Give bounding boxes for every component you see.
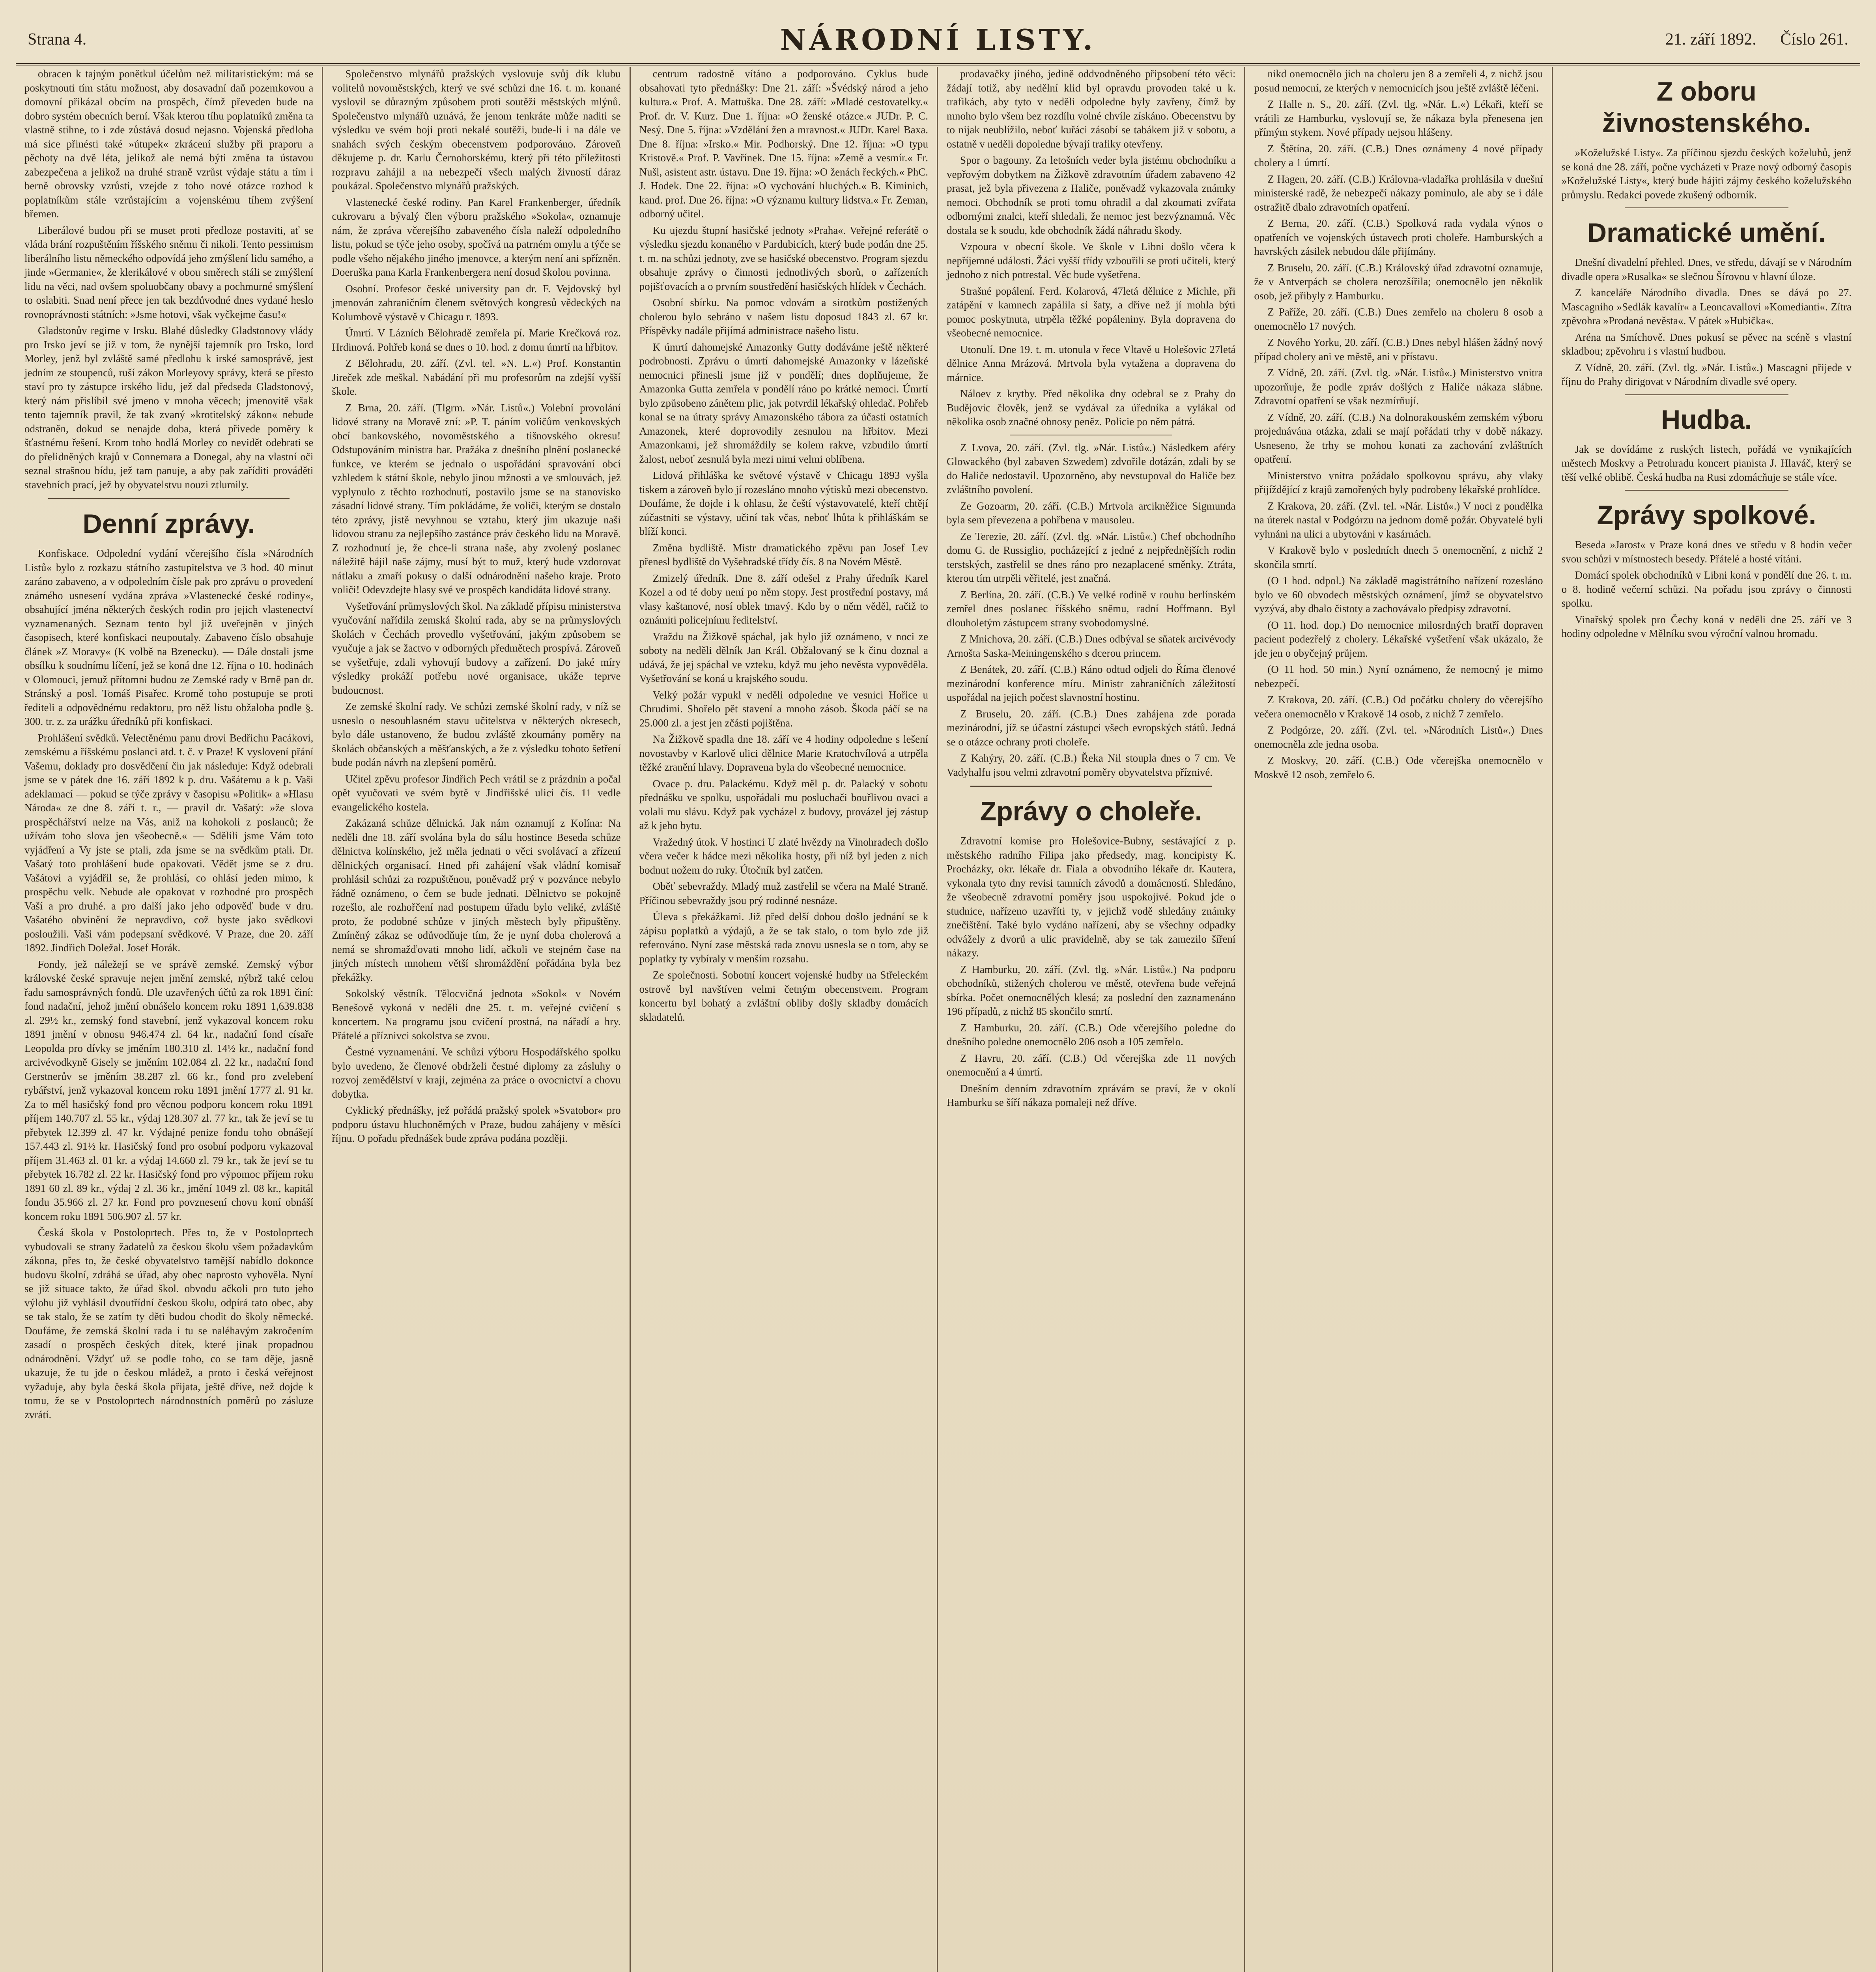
article-paragraph: Osobní sbírku. Na pomoc vdovám a sirotkům postižených cholerou bylo sebráno v našem listu doposud 1843 zl. 67 kr. Příspěvky nadále přijímá administrace našeho listu.: [639, 297, 928, 336]
article-paragraph: »Koželužské Listy«. Za příčinou sjezdu českých koželuhů, jenž se koná dne 28. září, počne vycházeti v Praze nový odborný časopis »Koželužské Listy«, který bude hájiti zájmy českého koželužského průmyslu. Redakci povede zkušený odborník.: [1561, 147, 1852, 201]
article-paragraph: Společenstvo mlynářů pražských vyslovuje svůj dík klubu volitelů novoměstských, který ve své schůzi dne 16. t. m. konané vyslovil se důrazným způsobem proti soutěži městských mlýnů. Společenstvo mlynářů uznává, že jenom tenkráte může naditi se výsledku ve svém boji proti nekalé soutěži, bude-li i na dále ve snahách svých českým obecenstvem podporováno. Zároveň děkujeme p. dr. Karlu Černohorskému, který při této příležitosti rozpravu zahájil a na nebezpečí všech malých živností dáraz poukázal. Společenstvo mlynářů pražských.: [332, 68, 621, 192]
telegram-paragraph: Z Štětína, 20. září. (C.B.) Dnes oznámeny 4 nové případy cholery a 1 úmrtí.: [1254, 142, 1543, 168]
telegram-paragraph: Z Bruselu, 20. září. (C.B.) Dnes zahájena zde porada mezinárodní, jíž se účastní zástupci všech evropských států. Jedná se o otázce ochrany proti choleře.: [946, 708, 1236, 748]
article-paragraph: Spor o bagouny. Za letošních veder byla jistému obchodníku a vepřovým dobytkem na Žižkově zdravotním úřadem zabaveno 42 prasat, jež byla přivezena z Haliče, poněvadž vykazovala známky nemoci. Obchodník se proti tomu ohradil a dal zkoumati zvířata odbornými znalci, kteří shledali, že nemoc jest bezvýznamná. Věc dostala se k soudu, kde obchodník žádá náhradu škody.: [946, 154, 1236, 236]
section-title-denni-zpravy: Denní zprávy.: [82, 509, 255, 539]
article-paragraph: Vzpoura v obecní škole. Ve škole v Libni došlo včera k nepříjemné události. Žáci vyšší třídy vzbouřili se proti učiteli, který jednoho z nich potrestal. Věc bude vyšetřena.: [946, 241, 1236, 280]
article-paragraph: Čestné vyznamenání. Ve schůzi výboru Hospodářského spolku bylo uvedeno, že členové obdrželi čestné diplomy za zásluhy o rozvoj zemědělství v kraji, zejména za práce o ovocnictví a chovu dobytka.: [332, 1046, 621, 1100]
telegram-paragraph: Z Podgórze, 20. září. (Zvl. tel. »Národních Listů«.) Dnes onemocněla zde jedna osoba.: [1254, 724, 1543, 750]
article-paragraph: Cyklický přednášky, jež pořádá pražský spolek »Svatobor« pro podporu ústavu hluchoněmých v Praze, budou zahájeny v měsíci říjnu. O pořadu přednášek bude zpráva podána později.: [332, 1104, 621, 1144]
article-paragraph: Fondy, jež náležejí se ve správě zemské. Zemský výbor královské české spravuje nejen jmění zemské, nýbrž také celou řadu samosprávných fondů. Dle uzavřených účtů za rok 1891 činí: fond nadační, jehož jmění obnášelo koncem roku 1891 1,639.838 zl. 29½ kr., zemský fond stavební, jenž vykazoval koncem roku 1891 jmění v obnosu 946.474 zl. 64 kr., nadační fond císaře Leopolda pro dívky se jměním 180.310 zl. 14½ kr., nadační fond arcivévodkyně Gisely se jměním 102.084 zl. 22 kr., nadační fond Gerstnerův se jměním 38.287 zl. 66 kr., fond pro zvelebení rybářství, jenž vykazoval koncem roku 1891 jmění 1777 zl. 91 kr. Za to měl hasičský fond pro věcnou podporu koncem roku 1891 příjem 140.707 zl. 55 kr., výdaj 128.307 zl. 77 kr., tak že jeví se tu přebytek 12.399 zl. 47 kr. Výdajné penize fondu toho obnášejí 157.443 zl. 91½ kr. Hasičský fond pro osobní podporu vykazoval příjem 31.463 zl. 01 kr. a výdaj 14.660 zl. 79 kr., tak že jeví se tu přebytek 16.782 zl. 22 kr. Hasičský fond pro výpomoc příjem roku 1891 60 zl. 89 kr., výdaj 2 zl. 36 kr., jmění 1049 zl. 08 kr., kapitál fondu 35.966 zl. 27 kr. Fond pro povznesení chovu koní obnáší koncem roku 1891 506.907 zl. 57 kr.: [24, 958, 314, 1222]
article-paragraph: Zakázaná schůze dělnická. Jak nám oznamují z Kolína: Na neděli dne 18. září svolána byla do sálu hostince Beseda schůze dělnictva kolínského, jež měla jednati o věci svolávací a zřízení dělnických organisací. Hned při zahájení však vládní komisař prohlásil schůzi za rozpuštěnou, poněvadž prý v pozvánce nebylo řádně oznámeno, o čem se bude jednati. Dělnictvo se pokojně rozešlo, ale rozhořčení nad postupem úřadu bylo veliké, zvláště proto, že podobné schůze v jiných městech byly připuštěny. Zmíněný zákaz se odůvodňuje tím, že je nyní doba cholerová a nemá se shromažďovati mnoho lidí, ačkoli ve stejném čase na jiných místech mnohem větší shromáždění pořádána byla bez překážky.: [332, 817, 621, 983]
article-paragraph: Změna bydliště. Mistr dramatického zpěvu pan Josef Lev přenesl bydliště do Vyšehradské třídy čís. 8 na Novém Městě.: [639, 542, 928, 568]
article-paragraph: Velký požár vypukl v neděli odpoledne ve vesnici Hořice u Chrudimi. Shořelo pět stavení a mnoho zásob. Škoda páčí se na 25.000 zl. a jest jen zčásti pojištěna.: [639, 689, 928, 729]
article-paragraph: Lidová přihláška ke světové výstavě v Chicagu 1893 vyšla tiskem a zároveň bylo jí rozesláno mnoho výtisků mezi obecenstvo. Doufáme, že dojde i k ohlasu, že čeští výstavovatelé, kteří chtějí zúčastniti se výstavy, učiní tak včas, neboť lhůta k přihláškám se blíží konci.: [639, 469, 928, 537]
divider: [1625, 207, 1788, 208]
article-paragraph: Vyšetřování průmyslových škol. Na základě přípisu ministerstva vyučování nařídila zemská školní rada, aby se na průmyslových školách v Čechách provedlo vyšetřování, jakým způsobem se vyučuje a jak se žactvo v odborných předmětech prospívá. Zároveň se vyšetřuje, zdali vyhovují budovy a zařízení. Do jaké míry výsledky prokáží potřebu nové organisace, ukáže teprve budoucnost.: [332, 600, 621, 696]
article-paragraph: Na Žižkově spadla dne 18. září ve 4 hodiny odpoledne s lešení novostavby v Karlově ulici dělnice Marie Kratochvílová a utrpěla těžké zranění hlavy. Dopravena byla do všeobecné nemocnice.: [639, 733, 928, 773]
telegram-paragraph: Z Kahýry, 20. září. (C.B.) Řeka Nil stoupla dnes o 7 cm. Ve Vadyhalfu jsou velmi zdravotní poměry obyvatelstva příznivé.: [946, 752, 1236, 778]
section-title-zivnostenske: Z oboru živnostenského.: [1602, 77, 1811, 138]
article-paragraph: Ze zemské školní rady. Ve schůzi zemské školní rady, v níž se usneslo o nesouhlasném stavu učitelstva v některých okresech, bylo dále ustanoveno, že budou zvláště zkoumány poměry na školách občanských a měšťanských, a že z výsledku tohoto šetření bude podán návrh na zlepšení poměrů.: [332, 700, 621, 768]
article-paragraph: Ze společnosti. Sobotní koncert vojenské hudby na Střeleckém ostrově byl navštíven velmi četným obecenstvem. Program koncertu byl bohatý a zvláštní obliby došly skladby domácích skladatelů.: [639, 969, 928, 1023]
article-paragraph: Úmrtí. V Lázních Bělohradě zemřela pí. Marie Krečková roz. Hrdinová. Pohřeb koná se dnes o 10. hod. z domu úmrtí na hřbitov.: [332, 327, 621, 353]
article-paragraph: Zmizelý úředník. Dne 8. září odešel z Prahy úředník Karel Kozel a od té doby není po něm stopy. Jest prostřední postavy, má vlasy kaštanové, nosí oblek tmavý. Kdo by o něm věděl, račiž to oznámiti policejnímu ředitelství.: [639, 572, 928, 626]
telegram-paragraph: Z Vídně, 20. září. (Zvl. tlg. »Nár. Listů«.) Ministerstvo vnitra upozorňuje, že podle zpráv došlých z Haliče nákaza slábne. Zdravotní opatření se však nezmírňují.: [1254, 367, 1543, 407]
article-paragraph: Dnešním denním zdravotním zprávám se praví, že v okolí Hamburku se šíří nákaza pomaleji než dříve.: [946, 1082, 1236, 1108]
section-title-spolkove: Zprávy spolkové.: [1597, 500, 1816, 530]
article-paragraph: Prohlášení svědků. Velectěnému panu drovi Bedřichu Pacákovi, zemskému a říšskému poslanci atd. t. č. v Praze! K vyslovení přání Vašemu, doklady pro dosvědčení čin jak následuje: Když odebrali jsme se v pátek dne 16. září 1892 k p. dru. Vašátemu a k p. Vaši adeklamací — pokud se týče zprávy v časopisu »Politik« a »Hlasu Národa« ze dne 8. září t. r., — pravil dr. Vašatý: »že slova prospěchářství nelze na Vás, aniž na kohokoli z poslanců; že užívám toho slova jen všeobecně.« — Sdělili jsme Vám toto vyjádření a Vy jste se ptali, zda jsme se na svědkům ptali. Dr. Vašatý toto prohlášení bude opakovati. Vědět jsme se z dru. Vašátovi a vyjádřil se, že prohlásí, co ohlásí jeden mimo, k prospěchu velk. Nebude ale opakovat v rozhodné pro prospěch Vaší a pro druhé. a pro další jako jeho odpověď bude v dru. Vašatého obvinění že nepravdivo, což byste jako svědkovi posloužili. Vaši vám podepsaní svědkové. V Praze, dne 20. září 1892. Jindřich Doležal. Josef Horák.: [24, 732, 314, 954]
issue-date: 21. září 1892.: [1665, 30, 1756, 49]
article-paragraph: K úmrtí dahomejské Amazonky Gutty dodáváme ještě některé podrobnosti. Zprávu o úmrtí dahomejské Amazonky v lázeňské nemocnici přinesli jsme již v pondělí; dnes doplňujeme, že Amazonka Gutta zemřela v pondělí ráno po krátké nemoci. Úmrtí bylo způsobeno zánětem plic, jak potvrdil lékařský ohledač. Pohřeb konal se na útraty správy Amazonského tábora za účasti ostatních Amazonek, které doprovodily zesnulou na hřbitov. Mezi Amazonkami, jež shromáždily se kolem rakve, vzbudilo úmrtí žalost, neboť zesnulá byla mezi nimi velmi oblíbena.: [639, 341, 928, 465]
section-title-dramaticke: Dramatické umění.: [1587, 218, 1826, 248]
column-5: [1245, 67, 1553, 1972]
article-paragraph: Strašné popálení. Ferd. Kolarová, 47letá dělnice z Michle, při zatápění v kamnech zapálila si šaty, a dříve než jí mohla býti pomoc poskytnuta, utrpěla těžké popáleniny. Byla dopravena do všeobecné nemocnice.: [946, 285, 1236, 339]
telegram-paragraph: Z Paříže, 20. září. (C.B.) Dnes zemřelo na choleru 8 osob a onemocnělo 17 nových.: [1254, 306, 1543, 332]
article-paragraph: Vražedný útok. V hostinci U zlaté hvězdy na Vinohradech došlo včera večer k hádce mezi několika hosty, při níž byl jeden z nich bodnut nožem do ruky. Útočník byl zatčen.: [639, 836, 928, 876]
article-paragraph: Osobní. Profesor české university pan dr. F. Vejdovský byl jmenován zahraničním členem světových kongresů vědeckých na Kolumbově výstavě v Chicagu r. 1893.: [332, 282, 621, 323]
article-paragraph: Gladstonův regime v Irsku. Blahé důsledky Gladstonovy vlády pro Irsko jeví se již v tom, že nynější tajemník pro Irsko, lord Morley, jenž byl zvláště samé předlohu k irské samosprávě, jest jedním ze stoupenců, ruší zákon Morleyovy správy, která se přesto staví pro ty zástupce irského lidu, jež dal předseda Gladstonový, který nám přislíbil své jmeno v mnoha věcech; jmenovitě však tento tajemník pravil, že tak zvaný »krotitelský zákon« nebude odstraněn, dokud se nenajde doba, která přivede poměry k šťastnému řešení. Krom toho hodlá Morley co nevidět odebrati se do přelidněných krajů v Connemara a Donegal, aby na vlastní oči seznal strašnou bídu, jež tam panuje, a aby pak zaříditi prováděti stavebních prací, jež by obyvatelstvu nouzi ztlumily.: [24, 325, 314, 491]
telegram-paragraph: nikd onemocnělo jich na choleru jen 8 a zemřeli 4, z nichž jsou posud nemocní, ze kterých v nemocnicích jsou ještě zvláště léčeni.: [1254, 68, 1543, 94]
telegram-paragraph: Z Bruselu, 20. září. (C.B.) Královský úřad zdravotní oznamuje, že v Antverpách se cholera nerozšířila; onemocnělo jen několik osob, jež přibyly z Hamburku.: [1254, 261, 1543, 302]
article-paragraph: Jak se dovídáme z ruských listech, pořádá ve vynikajících městech Moskvy a Petrohradu koncert pianista J. Hlaváč, který se těší velké oblibě. Česká hudba na Rusi zdomácňuje se stále více.: [1561, 443, 1852, 483]
section-title-hudba: Hudba.: [1661, 404, 1752, 435]
article-paragraph: Domácí spolek obchodníků v Libni koná v pondělí dne 26. t. m. o 8. hodině večerní schůzi. Na pořadu jsou zprávy o činnosti spolku.: [1561, 569, 1852, 609]
article-paragraph: Liberálové budou při se muset proti předloze postaviti, ať se vláda brání rozpuštěním říšského sněmu či nikoli. Tento pessimism liberálního listu německého odpovídá jeho zmýšlení lidu samého, a jinde »Germanie«, že klerikálové v obou směrech stáli se zmýšlení lidu na věci, nad ovšem spoluobčany obavy a pochmurné smýšlení to oslabiti. Snad není přece jen tak bezdůvodné dnes vydané heslo rovnoprávnosti státních: »Jsme hotovi, však vyčkejme času!«: [24, 224, 314, 320]
telegram-paragraph: Z Berlína, 20. září. (C.B.) Ve velké rodině v rouhu berlínském zemřel dnes poslanec říšského sněmu, radní Hoffmann. Byl dlouholetým zástupcem strany svobodomyslné.: [946, 588, 1236, 629]
telegram-paragraph: Z Moskvy, 20. září. (C.B.) Ode včerejška onemocnělo v Moskvě 12 osob, zemřelo 6.: [1254, 754, 1543, 781]
article-paragraph: Konfiskace. Odpolední vydání včerejšího čísla »Národních Listů« bylo z rozkazu státního zastupitelstva ve 3 hod. 40 minut zaráno zabaveno, a v odpoledním čísle pak pro zprávu o provedení známého usnesení vydána zpráva »Vlastenecké české rodiny«, obsahující jména některých českých rodin pro jejich vlastenectví vyznamenaných. Seznam tento byl již uveřejněn v jiných časopisech, které konfiskaci neupoutaly. Zabaveno číslo obsahuje článek »Z Moravy« (K volbě na Bzenecku). — Dále dostali jsme obsílku k soudnímu líčení, jež se koná dne 12. října o 10. hodinách v Olomouci, jemuž přítomni budou ze Zemské rady v Brně pan dr. Stránský a posl. Tomáš Pisařec. Kromě toho postupuje se proti řediteli a odpovědnému redaktoru, pro něž listu obžaloba podle §. 300. tr. z. za urážku úředníků při konfiskaci.: [24, 547, 314, 727]
telegram-paragraph: V Krakově bylo v posledních dnech 5 onemocnění, z nichž 2 skončila smrtí.: [1254, 544, 1543, 570]
issue-info: [1646, 30, 1848, 49]
telegram-paragraph: Z Berna, 20. září. (C.B.) Spolková rada vydala výnos o opatřeních ve vojenských ústavech proti choleře. Hamburských a havrských zásilek nebudou dále přijímány.: [1254, 217, 1543, 257]
telegram-paragraph: Z Halle n. S., 20. září. (Zvl. tlg. »Nár. L.«) Lékaři, kteří se vrátili ze Hamburku, vyslovují se, že nákaza byla přenesena jen přímým stykem. Nové případy nejsou hlášeny.: [1254, 98, 1543, 138]
telegram-paragraph: Z Krakova, 20. září. (Zvl. tel. »Nár. Listů«.) V noci z pondělka na úterek nastal v Podgórzu na jednom domě požár. Obyvatelé byli vyhnáni na ulici a ubytováni v kasárnách.: [1254, 500, 1543, 540]
page-label: Strana 4.: [28, 30, 87, 49]
article-paragraph: Z Bělohradu, 20. září. (Zvl. tel. »N. L.«) Prof. Konstantin Jireček zde meškal. Nabádání při mu profesorům na zdejší vyšší škole.: [332, 357, 621, 397]
article-paragraph: Ovace p. dru. Palackému. Když měl p. dr. Palacký v sobotu přednášku ve spolku, uspořádali mu posluchači bouřlivou ovaci a volali mu slávu. Když pak vycházel z budovy, provázel jej zástup až k jeho bytu.: [639, 777, 928, 831]
article-paragraph: centrum radostně vítáno a podporováno. Cyklus bude obsahovati tyto přednášky: Dne 21. září: »Švédský národ a jeho kultura.« Prof. A. Mattuška. Dne 28. září: »Mladé cestovatelky.« Prof. dr. V. Kurz. Dne 1. října: »O ženské otázce.« JUDr. P. C. Nesý. Dne 5. října: »Vzdělání žen a mravnost.« JUDr. Karel Baxa. Dne 8. října: »Irsko.« Mir. Podhorský. Dne 12. října: »O typu Kristově.« Prof. P. Vavřínek. Dne 15. října: »Země a vesmír.« Fr. Nušl, asistent astr. ústavu. Dne 19. října: »O ženách řeckých.« PhC. J. Hodek. Dne 22. října: »O vychování hluchých.« B. Kiminich, kand. prof. Dne 26. října: »O významu kultury lidstva.« Fr. Zeman, odborný učitel.: [639, 68, 928, 220]
article-paragraph: Utonulí. Dne 19. t. m. utonula v řece Vltavě u Holešovic 27letá dělnice Anna Mrázová. Mrtvola byla vytažena a dopravena do márnice.: [946, 343, 1236, 383]
telegram-paragraph: Ze Terezie, 20. září. (Zvl. tlg. »Nár. Listů«.) Chef obchodního domu G. de Russiglio, pocházející z jedné z nejpřednějších rodin terstských, zastřelil se dnes ráno pro nezaplacené směnky. Ztráta, kterou tím utrpěli věřitelé, jest značná.: [946, 530, 1236, 584]
telegram-paragraph: Ze Gozoarm, 20. září. (C.B.) Mrtvola arcikněžice Sigmunda byla sem převezena a pohřbena v mausoleu.: [946, 500, 1236, 526]
telegram-paragraph: Ministerstvo vnitra požádalo spolkovou správu, aby vlaky přijíždějící z krajů zamořených byly podrobeny lékařské prohlídce.: [1254, 469, 1543, 495]
telegram-paragraph: Z Vídně, 20. září. (C.B.) Na dolnorakouském zemském výboru projednávána otázka, zdali se mají pořádati trhy v době nákazy. Usneseno, že trhy se mohou konati za zachování zvláštních opatření.: [1254, 411, 1543, 465]
divider: [970, 786, 1212, 787]
article-paragraph: Ku ujezdu štupní hasičské jednoty »Praha«. Veřejné referátě o výsledku sjezdu konaného v Pardubicích, který bude podán dne 25. t. m. na schůzi jednoty, zve se hasičské obecenstvo. Program sjezdu obsahuje zprávy o činnosti jednotlivých sborů, o zařízeních pojišťovacích a o prvním soustředění hasičských hlídek v Čechách.: [639, 224, 928, 292]
article-paragraph: Sokolský věstník. Tělocvičná jednota »Sokol« v Novém Benešově vykoná v neděli dne 25. t. m. veřejné cvičení s koncertem. Na programu jsou cvičení prostná, na nářadí a hry. Přátelé a příznivci sokolstva se zvou.: [332, 988, 621, 1042]
article-paragraph: Z Hamburku, 20. září. (Zvl. tlg. »Nár. Listů«.) Na podporu obchodníků, stižených cholerou ve městě, otevřena bude veřejná sbírka. Počet onemocnělých klesá; za poslední den zaznamenáno 196 případů, z nichž 85 skončilo smrtí.: [946, 963, 1236, 1017]
column-3: [631, 67, 938, 1972]
article-paragraph: Vlastenecké české rodiny. Pan Karel Frankenberger, úředník cukrovaru a bývalý člen výboru pražského »Sokola«, oznamuje nám, že zpráva včerejšího zabaveného čísla naleží odpoledního listu, pokud se týče jeho osoby, spočívá na patrném omylu a týče se podle všeho nějakého jiného jmenovce, a kterým není ani spřízněn. Doeruška pana Karla Frankenbergera není dosud školou povinna.: [332, 196, 621, 278]
column-2: [323, 67, 630, 1972]
article-paragraph: Úleva s překážkami. Již před delší dobou došlo jednání se k zápisu poplatků a výdajů, a že se tak stalo, o tom bylo zde již referováno. Nyní zase městská rada znovu usnesla se o tom, aby se poplatky ty vybíraly v menším rozsahu.: [639, 911, 928, 965]
article-paragraph: Náloev z krytby. Před několika dny odebral se z Prahy do Budějovic člověk, jenž se vydával za úředníka a vylákal od několika osob značné obnosy peněz. Policie po něm pátrá.: [946, 388, 1236, 428]
article-paragraph: Z kanceláře Národního divadla. Dnes se dává po 27. Mascagniho »Sedlák kavalír« a Leoncavallovi »Komedianti«. Zítra zpěvohra »Prodaná nevěsta«. V pátek »Hubička«.: [1561, 287, 1852, 327]
telegram-paragraph: Z Mnichova, 20. září. (C.B.) Dnes odbýval se sňatek arcivévody Arnošta Saska-Meiningenského s dcerou princem.: [946, 633, 1236, 659]
article-paragraph: Aréna na Smíchově. Dnes pokusí se pěvec na scéně s vlastní skladbou; zpěvohru i s vlastní hudbou.: [1561, 331, 1852, 357]
column-1: [16, 67, 323, 1972]
telegram-paragraph: Z Benátek, 20. září. (C.B.) Ráno odtud odjeli do Říma členové mezinárodní konference míru. Ministr zahraničních záležitostí uspořádal na jejich počest slavnostní hostinu.: [946, 663, 1236, 703]
telegram-paragraph: Z Lvova, 20. září. (Zvl. tlg. »Nár. Listů«.) Následkem aféry Glowackého (byl zabaven Szwedem) zdvořile dotázán, zdali by se do Haliče nedostavil. Upozorněno, aby nevstupoval do Haliče bez zvláštního povolení.: [946, 441, 1236, 495]
article-paragraph: Z Havru, 20. září. (C.B.) Od včerejška zde 11 nových onemocnění a 4 úmrtí.: [946, 1052, 1236, 1078]
divider: [48, 498, 290, 499]
telegram-paragraph: (O 11 hod. 50 min.) Nyní oznámeno, že nemocný je mimo nebezpečí.: [1254, 663, 1543, 689]
article-paragraph: Z Brna, 20. září. (Tlgrm. »Nár. Listů«.) Volební provolání lidové strany na Moravě zní: »P. T. páním voličům venkovských obcí bankovského, novoměstského a tišnovského okresu! Odstupováním ministra bar. Pražáka z dnešního plnění poslanecké funkce, ve kterém se jednalo o uspořádání spravování obcí vzhledem k státní škole, nebylo jinou mžnosti a ve smlouvách, jež vyplynulo z těchto rozhodnutí, postavilo jsme se na stanovisko zásadní lidové strany. Tím pokládáme, že voliči, kterým se dostalo této zprávy, jistě nevyhnou se vztahu, který jim ukazuje naši lidovou stranu za nejlepšího zastánce práv českého lidu na Moravě. Z rozhodnutí je, že chce-li strana naše, aby zvolený poslanec náležitě hájil naše zájmy, musí být to muž, který bude vzdorovat nátlaku a zmaří pokusy o další odnárodnění našeho kraje. Proto voliči! Odevzdejte hlasy své ve prospěch kandidáta lidové strany.: [332, 401, 621, 596]
telegram-paragraph: (O 11. hod. dop.) Do nemocnice milosrdných bratří dopraven pacient podezřelý z cholery. Lékařské vyšetření však ukázalo, že jde jen o obyčejný průjem.: [1254, 619, 1543, 659]
column-6: [1553, 67, 1860, 1972]
article-paragraph: Z Vídně, 20. září. (Zvl. tlg. »Nár. Listů«.) Mascagni přijede v říjnu do Prahy dirigovat v Národním divadle své opery.: [1561, 361, 1852, 387]
article-paragraph: Oběť sebevraždy. Mladý muž zastřelil se včera na Malé Straně. Příčinou sebevraždy jsou prý rodinné nesnáze.: [639, 880, 928, 906]
divider: [1625, 394, 1788, 395]
issue-number: Číslo 261.: [1780, 30, 1848, 49]
article-paragraph: Učitel zpěvu profesor Jindřich Pech vrátil se z prázdnin a počal opět vyučovati ve svém bytě v Jindřišské ulici čís. 11 vedle evangelického kostela.: [332, 773, 621, 813]
divider: [1625, 490, 1788, 491]
article-paragraph: Vraždu na Žižkově spáchal, jak bylo již oznámeno, v noci ze soboty na neděli dělník Jan Král. Obžalovaný se k činu doznal a udává, že jej spáchal ve vzteku, když mu jeho nevěsta vypověděla. Vyšetřování se koná u krajského soudu.: [639, 630, 928, 684]
article-columns: [16, 67, 1860, 1972]
article-paragraph: Dnešní divadelní přehled. Dnes, ve středu, dávají se v Národním divadle opera »Rusalka« se slečnou Šírovou v hlavní úloze.: [1561, 256, 1852, 282]
newspaper-title: NÁRODNÍ LISTY.: [780, 22, 1096, 56]
article-paragraph: Vinařský spolek pro Čechy koná v neděli dne 25. září ve 3 hodiny odpoledne v Mělníku svou výroční valnou hromadu.: [1561, 613, 1852, 639]
section-title-cholera: Zprávy o choleře.: [980, 796, 1202, 826]
telegram-paragraph: (O 1 hod. odpol.) Na základě magistrátního nařízení rozesláno bylo ve 60 obvodech městských oznámení, jímž se obyvatelstvo vyzývá, aby dbalo čistoty a zachovávalo předpisy zdravotní.: [1254, 575, 1543, 614]
article-paragraph: Zdravotní komise pro Holešovice-Bubny, sestávající z p. městského radního Filipa jako předsedy, mag. koncipisty K. Procházky, okr. lékaře dr. Fiala a obvodního lékaře dr. Kautera, vykonala tyto dny revisi tamních závodů a domácností. Shledáno, že všeobecně zdravotní poměry jsou uspokojivé. Pokud jde o studnice, nařízeno uzavříti ty, v jejichž vodě shledány známky znečištění. Také bylo vydáno nařízení, aby se všechny odpadky odvážely z dvorů a ulic pravidelně, aby se tak zamezilo šíření nákazy.: [946, 835, 1236, 959]
masthead: [16, 16, 1860, 65]
telegram-paragraph: Z Krakova, 20. září. (C.B.) Od počátku cholery do včerejšího večera onemocnělo v Krakově 14 osob, z nichž 7 zemřelo.: [1254, 694, 1543, 720]
article-paragraph: prodavačky jiného, jedině oddvodněného připsobení této věci: žádají totiž, aby nedělní klid byl opravdu provoden také u k. trafikách, aby tyto v neděli odpoledne byly zavřeny, čímž by mnoho bylo všem bez rozdílu volné chvíle získáno. Obecenstvu by to nijak neublížilo, neboť kuřáci zásobí se tabákem již v sobotu, a ostatně v neděli dopoledne bývají trafiky otevřeny.: [946, 68, 1236, 150]
article-paragraph: obracen k tajným ponětkul účelům než militaristickým: má se poskytnouti tím státu možnost, aby dosavadní daň pozemkovou a domovní přikázal obcím na prospěch, čímž převeden bude na dobro systém obecních berní. Však kterou tíhu poplatníků změna ta vlastně stihne, to i zde zůstává dosud nejasno. Vojenská předloha má sice přinésti také »útupek« zkrácení služby při praporu a pěchoty na dvě léta, jelikož ale nemá býti změna ta ústavou zabezpečena a jelikož na druhé straně vzrůst výdaje státu a tím i berně obrovsky vzrůsti, vzejde z toho nové otázce rozhod k poplatníkům stále vzrůstajícím a vojenskému tíhem zvýšení břemen.: [24, 68, 314, 220]
article-paragraph: Česká škola v Postoloprtech. Přes to, že v Postoloprtech vybudovali se strany žadatelů za českou školu všem požadavkům zákona, přes to, že české obyvatelstvo tamější nabídlo dokonce budovu školní, zdráhá se úřad, aby obec naprosto vyhověla. Nyní se již situace takto, že úřad škol. obvodu ačkoli pro tuto jeho výlohu již vyhlásil dvoutřídní českou školu, odpírá tato obec, aby se tak stalo, že se zatím ty děti budou chodit do školy německé. Doufáme, že zemská školní rada i tu se naléhavým zakročením zasadí o prospěch českých dítek, které jinak propadnou odnárodnění. Vždyť už se podle toho, co se tam děje, jasně ukazuje, že tu jde o českou mládež, a proto i česká veřejnost vyžaduje, aby byla česká škola přijata, ještě dříve, než dojde k tomu, že se v Postoloprtech národnostních poměrů po zásluze zvrátí.: [24, 1227, 314, 1421]
telegram-paragraph: Z Hagen, 20. září. (C.B.) Královna-vladařka prohlásila v dnešní ministerské radě, že nebezpečí nákazy pominulo, ale aby se i dále ostražitě dbalo zdravotních opatření.: [1254, 173, 1543, 213]
article-paragraph: Z Hamburku, 20. září. (C.B.) Ode včerejšího poledne do dnešního poledne onemocnělo 206 osob a 105 zemřelo.: [946, 1021, 1236, 1048]
column-4: [938, 67, 1245, 1972]
article-paragraph: Beseda »Jarost« v Praze koná dnes ve středu v 8 hodin večer svou schůzi v místnostech besedy. Přátelé a hosté vítáni.: [1561, 539, 1852, 565]
telegram-paragraph: Z Nového Yorku, 20. září. (C.B.) Dnes nebyl hlášen žádný nový případ cholery ani ve městě, ani v přístavu.: [1254, 336, 1543, 362]
